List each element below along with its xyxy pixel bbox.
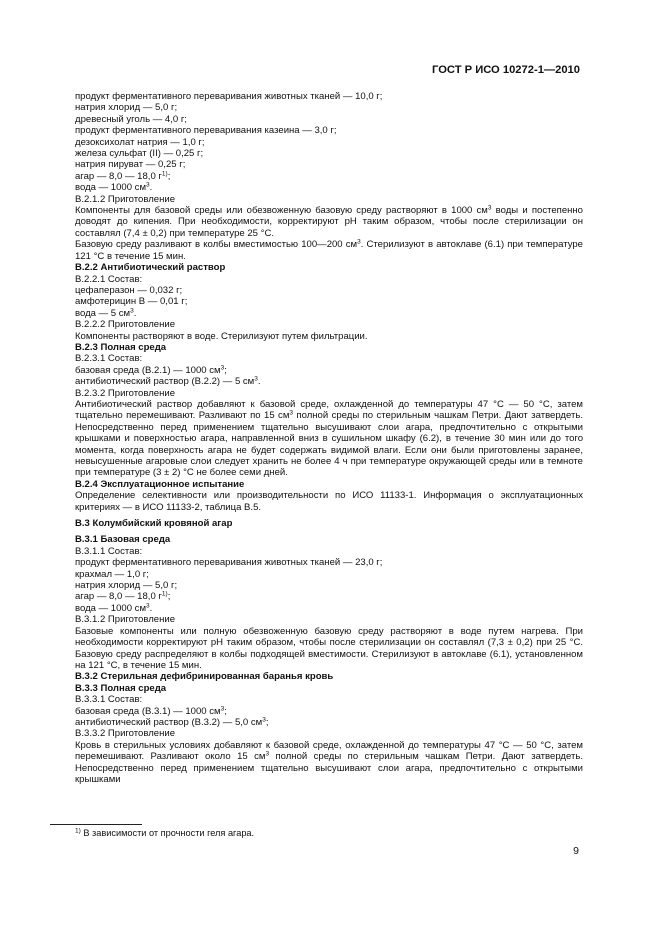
- text-fragment: ;: [224, 705, 227, 717]
- text-line: [75, 239, 583, 262]
- text-line: [75, 603, 583, 614]
- text-fragment: вода — 1000 см: [75, 602, 147, 614]
- text-line: [75, 626, 583, 672]
- text-fragment: .: [149, 602, 153, 614]
- superscript: 3: [220, 364, 225, 372]
- superscript: 3: [265, 750, 270, 758]
- text-fragment: вода — 5 см: [75, 307, 131, 319]
- text-fragment: натрия пируват — 0,25 г;: [75, 159, 186, 171]
- text-line: [75, 262, 583, 273]
- text-fragment: ;: [167, 591, 171, 603]
- text-line: [75, 285, 583, 296]
- superscript: 3: [487, 204, 492, 212]
- text-line: [75, 331, 583, 342]
- superscript: 1): [161, 170, 168, 178]
- text-fragment: антибиотический раствор (В.2.2) — 5 см: [75, 376, 255, 388]
- text-line: [75, 274, 583, 285]
- footnote-text: В зависимости от прочности геля агара.: [80, 828, 255, 838]
- text-fragment: продукт ферментативного переваривания животных тканей — 23,0 г;: [75, 557, 383, 569]
- text-fragment: цефаперазон — 0,032 г;: [75, 284, 183, 296]
- superscript: 3: [254, 375, 258, 383]
- text-line: [75, 671, 583, 682]
- text-fragment: Определение селективности или производительности по ИСО 11133-1. Информация о эксплуатационных критериях — в ИСО 11133-2, таблица В.5.: [75, 490, 583, 513]
- text-line: [75, 546, 583, 557]
- text-fragment: Компоненты для базовой среды или обезвоженную базовую среду растворяют в 1000 см: [75, 205, 488, 217]
- text-fragment: ;: [224, 364, 227, 376]
- text-line: [75, 125, 583, 136]
- text-line: [75, 580, 583, 591]
- text-fragment: . Стерилизуют в автоклаве (6.1) при температуре 121 °С в течение 15 мин.: [75, 239, 583, 262]
- superscript: 3: [130, 307, 134, 315]
- text-line: [75, 694, 583, 705]
- text-fragment: В.2.3.2 Приготовление: [75, 387, 176, 399]
- text-fragment: Кровь в стерильных условиях добавляют к базовой среде, охлажденной до температуры 47 °С — 50 °С, затем перемешивают. Разливают около 15 см: [75, 739, 583, 763]
- text-fragment: Базовую среду разливают в колбы вместимостью 100—200 см: [75, 239, 358, 251]
- text-line: [75, 388, 583, 399]
- text-fragment: В.3.3.1 Состав:: [75, 694, 143, 706]
- text-fragment: Базовые компоненты или полную обезвоженную базовую среду растворяют в воде путем нагрева. При необходимости корректируют pH таким образом, чтобы после стерилизации он составлял (7,3 ± 0,2) при 25 °С. Базовую среду распределяют в колбы подходящей вместимости. Стерилизуют в автоклаве (6.1), установленном на 121 °С, в течение 15 мин.: [75, 625, 583, 671]
- text-fragment: В.2.3 Полная среда: [75, 341, 167, 353]
- text-line: [75, 342, 583, 353]
- footnote-mark: 1): [75, 827, 81, 835]
- text-fragment: В.2.1.2 Приготовление: [75, 193, 176, 205]
- text-line: [75, 728, 583, 739]
- text-fragment: В.3.2 Стерильная дефибринированная баранья кровь: [75, 671, 334, 683]
- text-fragment: полной среды по стерильным чашкам Петри. Дают затвердеть. Непосредственно перед применением тщательно высушивают слои агара, предпочтительно с открытыми крышками: [75, 751, 583, 785]
- text-fragment: базовая среда (В.3.1) — 1000 см: [75, 705, 221, 717]
- text-fragment: продукт ферментативного переваривания казеина — 3,0 г;: [75, 125, 337, 137]
- text-fragment: ;: [265, 716, 269, 728]
- text-fragment: Компоненты растворяют в воде. Стерилизуют путем фильтрации.: [75, 330, 368, 342]
- text-fragment: натрия хлорид — 5,0 г;: [75, 102, 178, 114]
- text-fragment: В.2.2.1 Состав:: [75, 273, 143, 285]
- footnote: [75, 828, 254, 838]
- text-line: [75, 102, 583, 113]
- text-fragment: железа сульфат (II) — 0,25 г;: [75, 148, 204, 160]
- page-number: 9: [573, 845, 579, 857]
- text-line: [75, 182, 583, 193]
- text-line: [75, 518, 583, 529]
- text-fragment: В.3.1 Базовая среда: [75, 534, 171, 546]
- text-fragment: агар — 8,0 — 18,0 г: [75, 170, 162, 182]
- text-line: [75, 740, 583, 786]
- superscript: 3: [220, 705, 225, 713]
- text-fragment: вода — 1000 см: [75, 182, 147, 194]
- text-line: [75, 319, 583, 330]
- text-fragment: В.3.1.2 Приготовление: [75, 614, 176, 626]
- footnote-divider: [50, 824, 142, 825]
- text-fragment: базовая среда (В.2.1) — 1000 см: [75, 364, 221, 376]
- standard-header: ГОСТ Р ИСО 10272-1—2010: [432, 64, 580, 76]
- text-line: [75, 171, 583, 182]
- text-fragment: ;: [167, 170, 171, 182]
- text-line: [75, 148, 583, 159]
- text-line: [75, 194, 583, 205]
- text-fragment: В.2.2.2 Приготовление: [75, 319, 176, 331]
- text-fragment: Антибиотический раствор добавляют к базовой среде, охлажденной до температуры 47 °С — 50 °С, затем тщательно перемешивают. Разливают по 15 см: [75, 398, 583, 422]
- text-fragment: .: [257, 376, 261, 388]
- text-line: [75, 308, 583, 319]
- text-fragment: натрия хлорид — 5,0 г;: [75, 580, 178, 592]
- text-line: [75, 91, 583, 102]
- text-line: [75, 479, 583, 490]
- text-fragment: В.2.4 Эксплуатационное испытание: [75, 478, 245, 490]
- text-line: [75, 557, 583, 568]
- text-fragment: воды и постепенно доводят до кипения. При необходимости, корректируют pH таким образом, чтобы после стерилизации он составлял (7,4 ± 0,2) при температуре 25 °С.: [75, 205, 583, 239]
- text-fragment: В.2.3.1 Состав:: [75, 353, 143, 365]
- text-line: [75, 399, 583, 479]
- text-fragment: агар — 8,0 — 18,0 г: [75, 591, 162, 603]
- text-fragment: В.3 Колумбийский кровяной агар: [75, 518, 233, 530]
- text-fragment: древесный уголь — 4,0 г;: [75, 113, 187, 125]
- text-fragment: .: [133, 307, 137, 319]
- text-line: [75, 591, 583, 602]
- superscript: 1): [161, 590, 168, 598]
- text-line: [75, 614, 583, 625]
- superscript: 3: [289, 409, 294, 417]
- text-fragment: продукт ферментативного переваривания животных тканей — 10,0 г;: [75, 91, 383, 102]
- text-fragment: дезоксихолат натрия — 1,0 г;: [75, 136, 205, 148]
- text-line: [75, 490, 583, 513]
- text-line: [75, 683, 583, 694]
- text-fragment: .: [149, 182, 153, 194]
- text-line: [75, 137, 583, 148]
- text-fragment: В.3.3.2 Приготовление: [75, 728, 176, 740]
- text-line: [75, 569, 583, 580]
- text-line: [75, 376, 583, 387]
- body-text: [75, 91, 583, 785]
- superscript: 3: [146, 602, 150, 610]
- text-fragment: крахмал — 1,0 г;: [75, 568, 149, 580]
- text-line: [75, 353, 583, 364]
- text-fragment: амфотерицин В — 0,01 г;: [75, 296, 188, 308]
- superscript: 3: [357, 238, 361, 246]
- text-line: [75, 365, 583, 376]
- superscript: 3: [262, 716, 266, 724]
- superscript: 3: [146, 181, 150, 189]
- text-line: [75, 534, 583, 545]
- text-fragment: В.3.1.1 Состав:: [75, 545, 143, 557]
- text-line: [75, 706, 583, 717]
- text-line: [75, 296, 583, 307]
- text-line: [75, 205, 583, 239]
- text-fragment: В.3.3 Полная среда: [75, 682, 167, 694]
- text-line: [75, 114, 583, 125]
- text-fragment: В.2.2 Антибиотический раствор: [75, 262, 226, 274]
- text-line: [75, 159, 583, 170]
- text-line: [75, 717, 583, 728]
- text-fragment: антибиотический раствор (В.3.2) — 5,0 см: [75, 716, 263, 728]
- text-fragment: полной среды по стерильным чашкам Петри. Дают затвердеть. Непосредственно перед применением тщательно высушивают слои агара, предпочтительно с открытыми крышками и поверхностью агара, направленной вниз в сушильном шкафу (6.2), в течение 30 мин или до того момента, когда поверхность агара не будет содержать видимой влаги. Если они были приготовлены заранее, невысушенные агаровые слои следует хранить не более 4 ч при температуре окружающей среды или в темноте при температуре (3 ± 2) °С не более семи дней.: [75, 410, 583, 479]
